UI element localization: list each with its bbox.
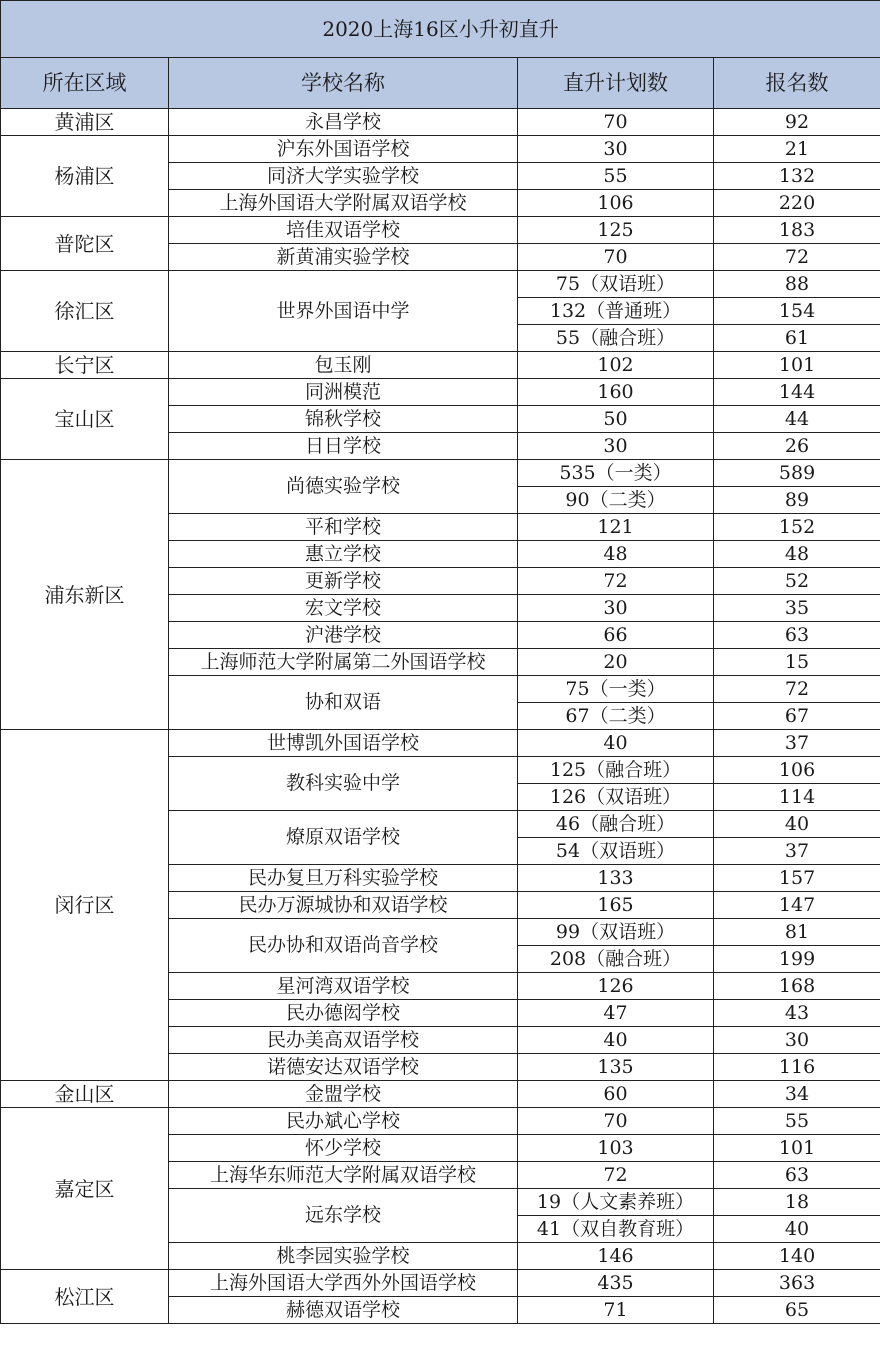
table-row bbox=[1, 136, 880, 163]
plan-count-cell: 40 bbox=[518, 1027, 714, 1054]
plan-count-cell: 103 bbox=[518, 1135, 714, 1162]
school-name-cell: 上海外国语大学西外外国语学校 bbox=[169, 1270, 518, 1297]
plan-count-cell: 41（双自教育班） bbox=[518, 1216, 714, 1243]
plan-count-cell: 135 bbox=[518, 1054, 714, 1081]
applicant-count-cell: 43 bbox=[714, 1000, 880, 1027]
school-name-cell: 世界外国语中学 bbox=[169, 271, 518, 352]
table-row bbox=[1, 109, 880, 136]
school-name-cell: 怀少学校 bbox=[169, 1135, 518, 1162]
school-name-cell: 沪港学校 bbox=[169, 622, 518, 649]
applicant-count-cell: 88 bbox=[714, 271, 880, 298]
applicant-count-cell: 101 bbox=[714, 352, 880, 379]
school-name-cell: 上海师范大学附属第二外国语学校 bbox=[169, 649, 518, 676]
applicant-count-cell: 67 bbox=[714, 703, 880, 730]
school-name-cell: 上海华东师范大学附属双语学校 bbox=[169, 1162, 518, 1189]
plan-count-cell: 133 bbox=[518, 865, 714, 892]
school-name-cell: 沪东外国语学校 bbox=[169, 136, 518, 163]
plan-count-cell: 30 bbox=[518, 136, 714, 163]
region-cell: 嘉定区 bbox=[1, 1108, 169, 1270]
table-row bbox=[1, 730, 880, 757]
applicant-count-cell: 63 bbox=[714, 622, 880, 649]
applicant-count-cell: 140 bbox=[714, 1243, 880, 1270]
plan-count-cell: 40 bbox=[518, 730, 714, 757]
plan-count-cell: 19（人文素养班） bbox=[518, 1189, 714, 1216]
school-name-cell: 教科实验中学 bbox=[169, 757, 518, 811]
plan-count-cell: 208（融合班） bbox=[518, 946, 714, 973]
school-name-cell: 桃李园实验学校 bbox=[169, 1243, 518, 1270]
applicant-count-cell: 34 bbox=[714, 1081, 880, 1108]
school-name-cell: 诺德安达双语学校 bbox=[169, 1054, 518, 1081]
applicant-count-cell: 61 bbox=[714, 325, 880, 352]
plan-count-cell: 67（二类） bbox=[518, 703, 714, 730]
plan-count-cell: 72 bbox=[518, 1162, 714, 1189]
header-region: 所在区域 bbox=[1, 58, 169, 109]
plan-count-cell: 99（双语班） bbox=[518, 919, 714, 946]
applicant-count-cell: 147 bbox=[714, 892, 880, 919]
plan-count-cell: 435 bbox=[518, 1270, 714, 1297]
plan-count-cell: 90（二类） bbox=[518, 487, 714, 514]
school-name-cell: 锦秋学校 bbox=[169, 406, 518, 433]
applicant-count-cell: 101 bbox=[714, 1135, 880, 1162]
school-name-cell: 赫德双语学校 bbox=[169, 1297, 518, 1324]
applicant-count-cell: 81 bbox=[714, 919, 880, 946]
school-name-cell: 同济大学实验学校 bbox=[169, 163, 518, 190]
school-name-cell: 远东学校 bbox=[169, 1189, 518, 1243]
region-cell: 长宁区 bbox=[1, 352, 169, 379]
school-name-cell: 民办复旦万科实验学校 bbox=[169, 865, 518, 892]
applicant-count-cell: 116 bbox=[714, 1054, 880, 1081]
school-name-cell: 星河湾双语学校 bbox=[169, 973, 518, 1000]
applicant-count-cell: 44 bbox=[714, 406, 880, 433]
applicant-count-cell: 26 bbox=[714, 433, 880, 460]
plan-count-cell: 160 bbox=[518, 379, 714, 406]
table-row bbox=[1, 352, 880, 379]
school-name-cell: 新黄浦实验学校 bbox=[169, 244, 518, 271]
plan-count-cell: 71 bbox=[518, 1297, 714, 1324]
applicant-count-cell: 37 bbox=[714, 838, 880, 865]
school-name-cell: 金盟学校 bbox=[169, 1081, 518, 1108]
plan-count-cell: 55 bbox=[518, 163, 714, 190]
table-row bbox=[1, 379, 880, 406]
plan-count-cell: 121 bbox=[518, 514, 714, 541]
plan-count-cell: 48 bbox=[518, 541, 714, 568]
region-cell: 徐汇区 bbox=[1, 271, 169, 352]
plan-count-cell: 47 bbox=[518, 1000, 714, 1027]
applicant-count-cell: 168 bbox=[714, 973, 880, 1000]
school-name-cell: 包玉刚 bbox=[169, 352, 518, 379]
region-cell: 松江区 bbox=[1, 1270, 169, 1324]
applicant-count-cell: 144 bbox=[714, 379, 880, 406]
applicant-count-cell: 37 bbox=[714, 730, 880, 757]
applicant-count-cell: 72 bbox=[714, 244, 880, 271]
plan-count-cell: 20 bbox=[518, 649, 714, 676]
plan-count-cell: 102 bbox=[518, 352, 714, 379]
school-name-cell: 尚德实验学校 bbox=[169, 460, 518, 514]
applicant-count-cell: 106 bbox=[714, 757, 880, 784]
title-row bbox=[1, 1, 880, 58]
applicant-count-cell: 55 bbox=[714, 1108, 880, 1135]
applicant-count-cell: 48 bbox=[714, 541, 880, 568]
plan-count-cell: 75（一类） bbox=[518, 676, 714, 703]
applicant-count-cell: 40 bbox=[714, 1216, 880, 1243]
table-row bbox=[1, 217, 880, 244]
applicant-count-cell: 132 bbox=[714, 163, 880, 190]
applicant-count-cell: 15 bbox=[714, 649, 880, 676]
applicant-count-cell: 89 bbox=[714, 487, 880, 514]
applicant-count-cell: 40 bbox=[714, 811, 880, 838]
region-cell: 普陀区 bbox=[1, 217, 169, 271]
header-school: 学校名称 bbox=[169, 58, 518, 109]
plan-count-cell: 72 bbox=[518, 568, 714, 595]
school-name-cell: 世博凯外国语学校 bbox=[169, 730, 518, 757]
region-cell: 杨浦区 bbox=[1, 136, 169, 217]
applicant-count-cell: 18 bbox=[714, 1189, 880, 1216]
school-name-cell: 协和双语 bbox=[169, 676, 518, 730]
plan-count-cell: 125 bbox=[518, 217, 714, 244]
school-name-cell: 日日学校 bbox=[169, 433, 518, 460]
table-body bbox=[1, 109, 880, 1324]
plan-count-cell: 126（双语班） bbox=[518, 784, 714, 811]
applicant-count-cell: 114 bbox=[714, 784, 880, 811]
plan-count-cell: 46（融合班） bbox=[518, 811, 714, 838]
applicant-count-cell: 35 bbox=[714, 595, 880, 622]
applicant-count-cell: 183 bbox=[714, 217, 880, 244]
plan-count-cell: 50 bbox=[518, 406, 714, 433]
region-cell: 浦东新区 bbox=[1, 460, 169, 730]
region-cell: 宝山区 bbox=[1, 379, 169, 460]
plan-count-cell: 146 bbox=[518, 1243, 714, 1270]
applicant-count-cell: 220 bbox=[714, 190, 880, 217]
plan-count-cell: 70 bbox=[518, 244, 714, 271]
plan-count-cell: 60 bbox=[518, 1081, 714, 1108]
plan-count-cell: 126 bbox=[518, 973, 714, 1000]
school-name-cell: 永昌学校 bbox=[169, 109, 518, 136]
plan-count-cell: 55（融合班） bbox=[518, 325, 714, 352]
region-cell: 黄浦区 bbox=[1, 109, 169, 136]
applicant-count-cell: 152 bbox=[714, 514, 880, 541]
applicant-count-cell: 63 bbox=[714, 1162, 880, 1189]
school-name-cell: 燎原双语学校 bbox=[169, 811, 518, 865]
plan-count-cell: 132（普通班） bbox=[518, 298, 714, 325]
school-name-cell: 惠立学校 bbox=[169, 541, 518, 568]
school-name-cell: 培佳双语学校 bbox=[169, 217, 518, 244]
plan-count-cell: 70 bbox=[518, 1108, 714, 1135]
plan-count-cell: 535（一类） bbox=[518, 460, 714, 487]
applicant-count-cell: 30 bbox=[714, 1027, 880, 1054]
plan-count-cell: 66 bbox=[518, 622, 714, 649]
school-name-cell: 更新学校 bbox=[169, 568, 518, 595]
applicant-count-cell: 157 bbox=[714, 865, 880, 892]
plan-count-cell: 70 bbox=[518, 109, 714, 136]
region-cell: 金山区 bbox=[1, 1081, 169, 1108]
school-name-cell: 民办德闳学校 bbox=[169, 1000, 518, 1027]
table-row bbox=[1, 1270, 880, 1297]
table-row bbox=[1, 271, 880, 298]
plan-count-cell: 30 bbox=[518, 595, 714, 622]
school-name-cell: 民办斌心学校 bbox=[169, 1108, 518, 1135]
applicant-count-cell: 154 bbox=[714, 298, 880, 325]
plan-count-cell: 106 bbox=[518, 190, 714, 217]
applicant-count-cell: 363 bbox=[714, 1270, 880, 1297]
applicant-count-cell: 65 bbox=[714, 1297, 880, 1324]
header-plan: 直升计划数 bbox=[518, 58, 714, 109]
plan-count-cell: 30 bbox=[518, 433, 714, 460]
school-name-cell: 上海外国语大学附属双语学校 bbox=[169, 190, 518, 217]
applicant-count-cell: 21 bbox=[714, 136, 880, 163]
table-row bbox=[1, 1108, 880, 1135]
applicant-count-cell: 52 bbox=[714, 568, 880, 595]
school-name-cell: 民办万源城协和双语学校 bbox=[169, 892, 518, 919]
plan-count-cell: 125（融合班） bbox=[518, 757, 714, 784]
school-name-cell: 民办协和双语尚音学校 bbox=[169, 919, 518, 973]
plan-count-cell: 75（双语班） bbox=[518, 271, 714, 298]
plan-count-cell: 165 bbox=[518, 892, 714, 919]
school-name-cell: 民办美高双语学校 bbox=[169, 1027, 518, 1054]
table-row bbox=[1, 460, 880, 487]
table-title: 2020上海16区小升初直升 bbox=[1, 1, 880, 58]
applicant-count-cell: 92 bbox=[714, 109, 880, 136]
applicant-count-cell: 199 bbox=[714, 946, 880, 973]
plan-count-cell: 54（双语班） bbox=[518, 838, 714, 865]
table-row bbox=[1, 1081, 880, 1108]
applicant-count-cell: 72 bbox=[714, 676, 880, 703]
school-name-cell: 平和学校 bbox=[169, 514, 518, 541]
applicant-count-cell: 589 bbox=[714, 460, 880, 487]
header-row bbox=[1, 58, 880, 109]
school-name-cell: 宏文学校 bbox=[169, 595, 518, 622]
school-name-cell: 同洲模范 bbox=[169, 379, 518, 406]
region-cell: 闵行区 bbox=[1, 730, 169, 1081]
header-count: 报名数 bbox=[714, 58, 880, 109]
